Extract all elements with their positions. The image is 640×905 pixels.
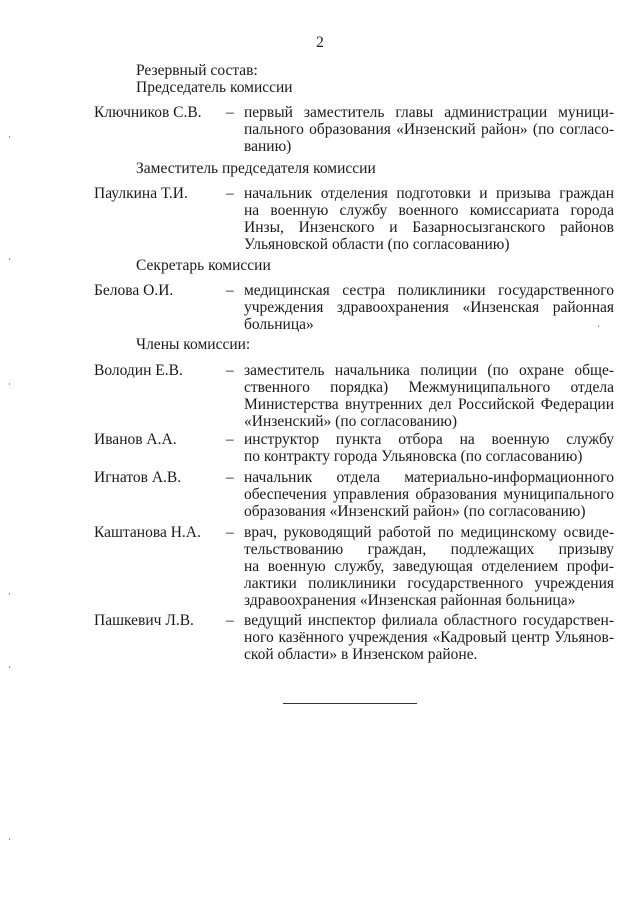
member-name: Белова О.И. [94, 282, 174, 299]
position-line: ведущий инспектор филиала областного государствен- [244, 612, 614, 629]
member-position [244, 104, 614, 155]
position-line: «Инзенский» (по согласованию) [244, 413, 458, 430]
position-line: здравоохранения «Инзенская районная больница» [244, 592, 576, 609]
member-position [244, 282, 614, 333]
position-line: ного казённого учреждения «Кадровый центр Ульянов- [244, 629, 614, 646]
scan-speck [9, 136, 10, 138]
position-line: лактики поликлиники государственного учреждения [244, 575, 614, 592]
member-name: Паулкина Т.И. [94, 185, 188, 202]
member-position [244, 524, 614, 609]
dash-separator: – [226, 431, 234, 448]
scan-speck [9, 258, 10, 260]
position-line: больница» [244, 316, 314, 333]
member-name: Пашкевич Л.В. [94, 612, 194, 629]
scan-speck [9, 593, 10, 595]
heading-reserve: Резервный состав: [136, 62, 258, 79]
position-line: ственного порядка) Межмуниципального отдела [244, 379, 614, 396]
position-line: ванию) [244, 138, 292, 155]
member-position [244, 362, 614, 430]
end-rule [283, 703, 417, 704]
member-name: Володин Е.В. [94, 362, 183, 379]
position-line: образования «Инзенский район» (по согласованию) [244, 503, 586, 520]
position-line: медицинская сестра поликлиники государственного [244, 282, 614, 299]
member-position [244, 612, 614, 663]
position-line: по контракту города Ульяновска (по согласованию) [244, 448, 583, 465]
dash-separator: – [226, 524, 234, 541]
page-number: 2 [316, 34, 324, 51]
scan-speck [9, 838, 10, 840]
heading-secretary: Секретарь комиссии [136, 257, 271, 274]
dash-separator: – [226, 612, 234, 629]
position-line: Инзы, Инзенского и Базарносызганского районов [244, 219, 614, 236]
member-name: Игнатов А.В. [94, 469, 182, 486]
position-line: учреждения здравоохранения «Инзенская районная [244, 299, 614, 316]
position-line: тельствованию граждан, подлежащих призыву [244, 541, 614, 558]
member-name: Иванов А.А. [94, 431, 177, 448]
position-line: на военную службу, заведующая отделением профи- [244, 558, 614, 575]
dash-separator: – [226, 185, 234, 202]
position-line: врач, руководящий работой по медицинскому освиде- [244, 524, 614, 541]
position-line: Министерства внутренних дел Российской Федерации [244, 396, 614, 413]
position-line: начальник отдела материально-информационного [244, 469, 614, 486]
member-name: Каштанова Н.А. [94, 524, 201, 541]
dash-separator: – [226, 469, 234, 486]
dash-separator: – [226, 362, 234, 379]
heading-chairman: Председатель комиссии [136, 79, 293, 96]
dash-separator: – [226, 104, 234, 121]
position-line: обеспечения управления образования муниципального [244, 486, 614, 503]
position-line: первый заместитель главы администрации муници- [244, 104, 614, 121]
position-line: Ульяновской области (по согласованию) [244, 236, 510, 253]
position-line: инструктор пункта отбора на военную службу [244, 431, 614, 448]
position-line: ской области» в Инзенском районе. [244, 646, 478, 663]
member-position [244, 469, 614, 520]
member-name: Ключников С.В. [94, 104, 202, 121]
position-line: пального образования «Инзенский район» (по согласо- [244, 121, 614, 138]
position-line: начальник отделения подготовки и призыва граждан [244, 185, 614, 202]
scan-speck [9, 666, 10, 668]
position-line: заместитель начальника полиции (по охране обще- [244, 362, 614, 379]
heading-members: Члены комиссии: [136, 336, 251, 353]
scan-speck [9, 383, 10, 385]
scan-speck [598, 325, 599, 327]
member-position [244, 185, 614, 253]
member-position [244, 431, 614, 465]
heading-deputy: Заместитель председателя комиссии [136, 160, 376, 177]
dash-separator: – [226, 282, 234, 299]
position-line: на военную службу военного комиссариата города [244, 202, 614, 219]
